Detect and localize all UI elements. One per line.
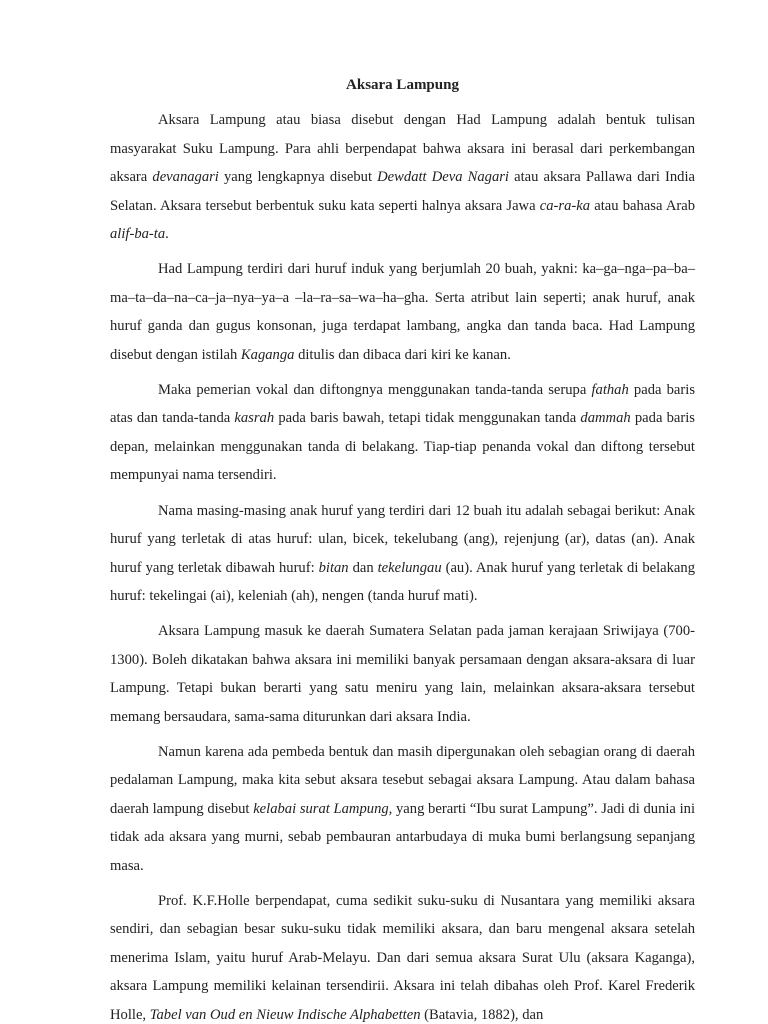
italic-term: Kaganga bbox=[240, 346, 295, 363]
text-run: yang berarti “Ibu surat Lampung”. Jadi di dunia ini tidak ada aksara yang murni, sebab pembauran antarbudaya di muka bumi berlangsung sepanjang masa. bbox=[110, 800, 695, 874]
italic-term: tekelungau bbox=[377, 559, 442, 576]
italic-term: fathah bbox=[591, 382, 629, 399]
italic-term: devanagari bbox=[152, 169, 219, 186]
document-title: Aksara Lampung bbox=[346, 77, 459, 93]
italic-term: kasrah bbox=[234, 410, 275, 427]
text-run: Nama masing-masing anak huruf yang terdiri dari 12 buah itu adalah sebagai berikut: Anak huruf yang terletak di atas huruf: ulan, bicek, tekelubang (ang), rejenjung (ar), datas (an). Anak huruf yang terletak dibawah huruf: bbox=[110, 502, 695, 576]
text-run: Maka pemerian vokal dan diftongnya menggunakan tanda-tanda serupa bbox=[158, 382, 592, 399]
text-run: Had Lampung terdiri dari huruf induk yang berjumlah 20 buah, yakni: ka–ga–nga–pa–ba–ma–ta–da–na–ca–ja–nya–ya–a –la–ra–sa–wa–ha–gha. Serta atribut lain seperti; anak huruf, anak huruf ganda dan gugus konsonan, juga terdapat lambang, angka dan tanda baca. Had Lampung disebut dengan istilah bbox=[110, 261, 695, 363]
italic-term: Tabel van Oud en Nieuw Indische Alphabetten bbox=[149, 1006, 421, 1023]
italic-term: dammah bbox=[580, 410, 631, 427]
paragraph bbox=[110, 497, 695, 611]
text-run: atau bahasa Arab bbox=[590, 197, 696, 214]
text-run: (Batavia, 1882), dan bbox=[420, 1006, 544, 1023]
text-run: Prof. K.F.Holle berpendapat, cuma sedikit suku-suku di Nusantara yang memiliki aksara sendiri, dan sebagian besar suku-suku tidak memiliki aksara, dan baru mengenal aksara setelah menerima Islam, yaitu huruf Arab-Melayu. Dan dari semua aksara Surat Ulu (aksara Kaganga), aksara Lampung memiliki kelainan tersendirii. Aksara ini telah dibahas oleh Prof. Karel Frederik Holle, bbox=[110, 892, 695, 1023]
text-run: Namun karena ada pembeda bentuk dan masih dipergunakan oleh sebagian orang di daerah pedalaman Lampung, maka kita sebut aksara tesebut sebagai aksara Lampung. Atau dalam bahasa daerah lampung disebut bbox=[110, 743, 695, 817]
text-run: dan bbox=[348, 559, 378, 576]
text-run: Aksara Lampung masuk ke daerah Sumatera Selatan pada jaman kerajaan Sriwijaya (700-1300). Boleh dikatakan bahwa aksara ini memiliki banyak persamaan dengan aksara-aksara di luar Lampung. Tetapi bukan berarti yang satu meniru yang lain, melainkan aksara-aksara tersebut memang bersaudara, sama-sama diturunkan dari aksara India. bbox=[110, 623, 695, 725]
paragraph bbox=[110, 255, 695, 369]
text-run: yang lengkapnya disebut bbox=[218, 169, 378, 186]
paragraph bbox=[110, 887, 695, 1024]
text-run: atau aksara Pallawa dari India Selatan. Aksara tersebut berbentuk suku kata seperti halnya aksara Jawa bbox=[110, 169, 696, 214]
paragraph bbox=[110, 617, 695, 731]
italic-term: ca-ra-ka bbox=[539, 197, 591, 214]
paragraph bbox=[110, 376, 695, 490]
text-run: ditulis dan dibaca dari kiri ke kanan. bbox=[294, 346, 511, 363]
text-run: pada baris bawah, tetapi tidak menggunakan tanda bbox=[274, 410, 581, 427]
italic-term: bitan bbox=[318, 559, 349, 576]
italic-term: kelabai surat Lampung, bbox=[253, 800, 393, 817]
text-run: . bbox=[165, 226, 169, 243]
document-body bbox=[110, 106, 695, 1024]
italic-term: alif-ba-ta bbox=[110, 226, 166, 243]
paragraph bbox=[110, 106, 695, 248]
paragraph bbox=[110, 738, 695, 880]
text-run: Aksara Lampung atau biasa disebut dengan Had Lampung adalah bentuk tulisan masyarakat Suku Lampung. Para ahli berpendapat bahwa aksara ini berasal dari perkembangan aksara bbox=[110, 112, 695, 186]
text-run: (au). Anak huruf yang terletak di belakang huruf: tekelingai (ai), keleniah (ah), nengen (tanda huruf mati). bbox=[110, 559, 696, 604]
text-run: pada baris depan, melainkan menggunakan tanda di belakang. Tiap-tiap penanda vokal dan diftong tersebut mempunyai nama tersendiri. bbox=[110, 410, 695, 484]
italic-term: Dewdatt Deva Nagari bbox=[377, 169, 509, 186]
text-run: pada baris atas dan tanda-tanda bbox=[110, 382, 696, 427]
